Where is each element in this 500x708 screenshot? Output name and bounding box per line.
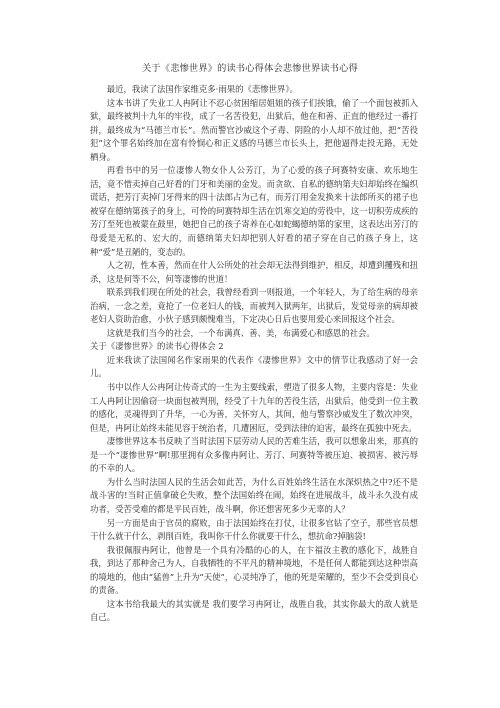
section-subtitle: 关于《凄惨世界》的读书心得体会 2 <box>90 341 224 352</box>
paragraph-4: 人之初，性本善，然而在什人公所处的社会却无法得到维护，相反，却遭到攫残和扭杀，这是何等不公，何等凄惨的世道！ <box>90 260 418 284</box>
paragraph-9: 凄惨世界这本书反映了当时法国下层劳动人民的苦难生活，我可以想象出来，那真的是一个“凄惨世界”啊!那里拥有众多像冉阿让、芳汀、珂赛特等被压迫、被损害、被污辱的不幸的人。 <box>90 436 418 474</box>
document-body <box>90 83 418 625</box>
paragraph-7: 近来我读了法国闻名作家雨果的代表作《凄惨世界》文中的情节让我感动了好一会儿。 <box>90 354 418 379</box>
paragraph-2: 这本书讲了失业工人冉阿让不忍心贫困缩居姐姐的孩子们挨饿，偷了一个面包被抓入狱，最终被判十九年的牢役，成了一名苦役犯，出狱后，他在和善、正直的他经过一番打拼，最终成为“马德兰市长”。然而警官沙威这个孑毒、阴险的小人却不放过他，把“苦役犯”这个罪名始终加在富有怜悯心和正义感的马德兰市长头上，把他逼得走投无路，无处栖身。 <box>90 97 418 162</box>
paragraph-11: 另一方面是由于官员的腐败，由于法国始终在打仗，让很多官钻了空子，那些官员想干什么就干什么，剥削百姓，我叫你干什么你就要干什么，想抗命?掉脑袋! <box>90 517 418 542</box>
document-title: 关于《悲惨世界》的读书心得体会悲惨世界读书心得 <box>142 63 358 74</box>
paragraph-12: 我很佩服冉阿让，他曾是一个具有冷酷的心的人，在卞福汝主教的感化下，战胜自我，到达了那种舍己为人，自我牺牲的不平凡的精神境地，不是任何人都能到达这种崇高的境地的，他由“猛兽”上升为“天使”，心灵纯净了，他的死是荣耀的，至少不会受到良心的责备。 <box>90 544 418 596</box>
paragraph-1: 最近，我读了法国作家维克多·雨果的《悲惨世界》。 <box>106 84 298 94</box>
paragraph-5: 联系到我们现在所处的社会，我曾经看到一则报道，一个年轻人，为了给生病的母亲治病，一念之差，竟抢了一位老妇人的钱，而被判入狱两年，出狱后，发觉母亲的病却被老妇人资助治愈，小伙子感到颇愧难当，下定决心日后也要用爱心来回报这个社会。 <box>90 287 418 325</box>
paragraph-13: 这本书给我最大的其实就是 我们要学习冉阿让，战胜自我，其实你最大的敌人就是自己。 <box>90 598 418 623</box>
paragraph-6: 这就是我们当今的社会，一个布满真、善、美，布满爱心和感恩的社会。 <box>106 327 375 338</box>
paragraph-10: 为什么当时法国人民的生活会如此苦，为什么百姓始终生活在水深炽热之中?还不是战斗害的!当时正值拿破仑失败，整个法国始终在闹，始终在进展战斗，战斗永久没有成功者，受苦受难的都是平民百姓，战斗啊，你还想害死多少无辜的人？ <box>90 476 418 514</box>
paragraph-8: 书中以作人公冉阿让传奇式的一生为主要线索，塑造了很多人物，主要内容是：失业工人冉阿让因偷窃一块面包被判刑，经受了十九年的苦役生活，出狱后，他受到一位主教的感化，灵魂得到了升华，一心为善，关怀穷人，其间，他与警察沙威发生了数次冲突，但是，冉阿让始终未能见容于统治者，几遭困厄，受到法律的迫害，最终在孤独中死去。 <box>90 382 418 433</box>
paragraph-3: 再看书中的另一位凄惨人物女仆人公芳汀，为了心爱的孩子珂赛特安康、欢乐地生活，竟不惜卖掉自己好看的门牙和美丽的金发。而贪欲、自私的德纳第夫妇却始终在编织谎话，把芳汀卖掉门牙得来的四十法郎占为己有，而芳汀用金发换来十法郎所买的裙子也被穿在德纳第孩子的身上，可怜的珂赛特却生活在饥寒交迫的劳役中，这一切积劳成疾的芳汀至死也被蒙在鼓里，她把自己的孩子寄养在心如蛇蝎德纳第的家里，这表达出芳汀的母爱是无私的、宏大的，而德纳第夫妇却把别人好看的裙子穿在自己的孩子身上，这种“爱”是丑陋的，变态的。 <box>90 165 418 257</box>
